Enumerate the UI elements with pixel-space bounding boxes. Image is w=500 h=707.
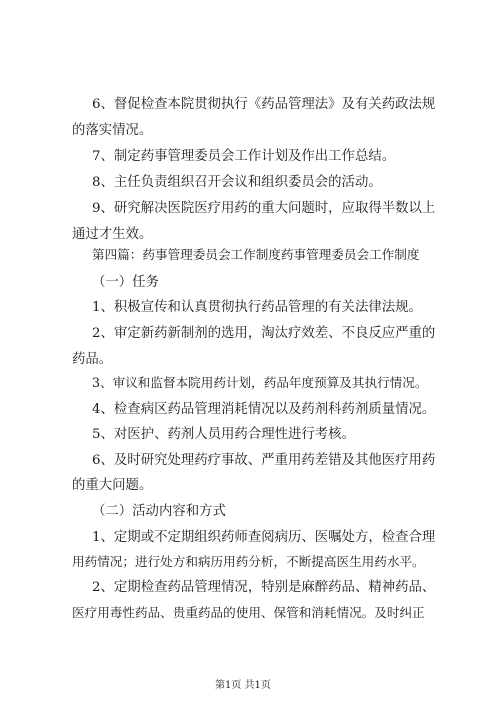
text-line: 7、制定药事管理委员会工作计划及作出工作总结。	[92, 149, 396, 164]
text-line: 1、定期或不定期组织药师查阅病历、医嘱处方，检查合理	[92, 530, 436, 545]
text-line: 8、主任负责组织召开会议和组织委员会的活动。	[92, 175, 382, 190]
text-line: 通过才生效。	[72, 227, 153, 242]
text-line: 的落实情况。	[72, 123, 153, 138]
text-line: 6、督促检查本院贯彻执行《药品管理法》及有关药政法规	[92, 97, 436, 112]
text-line: 1、积极宣传和认真贯彻执行药品管理的有关法律法规。	[92, 300, 422, 315]
text-line: 3、审议和监督本院用药计划，药品年度预算及其执行情况。	[92, 375, 428, 390]
subsection-heading: （二）活动内容和方式	[92, 504, 226, 519]
text-line: 用药情况；进行处方和病历用药分析，不断提高医生用药水平。	[72, 554, 425, 569]
text-line: 2、审定新药新制剂的选用，淘汰疗效差、不良反应严重的	[92, 326, 436, 341]
page-footer: 第1页 共1页	[215, 680, 271, 691]
text-line: 9、研究解决医院医疗用药的重大问题时，应取得半数以上	[92, 201, 436, 216]
text-line: 的重大问题。	[72, 478, 153, 493]
section-heading: 第四篇：药事管理委员会工作制度药事管理委员会工作制度	[92, 247, 420, 262]
text-line: 6、及时研究处理药疗事故、严重用药差错及其他医疗用药	[92, 453, 436, 468]
text-line: 5、对医护、药剂人员用药合理性进行考核。	[92, 427, 355, 442]
text-line: 2、定期检查药品管理情况，特别是麻醉药品、精神药品、	[92, 580, 436, 595]
text-line: 4、检查病区药品管理消耗情况以及药剂科药剂质量情况。	[92, 402, 436, 417]
text-line: 医疗用毒性药品、贵重药品的使用、保管和消耗情况。及时纠正	[72, 605, 425, 620]
subsection-heading: （一）任务	[92, 275, 159, 290]
text-line: 药品。	[72, 352, 113, 367]
